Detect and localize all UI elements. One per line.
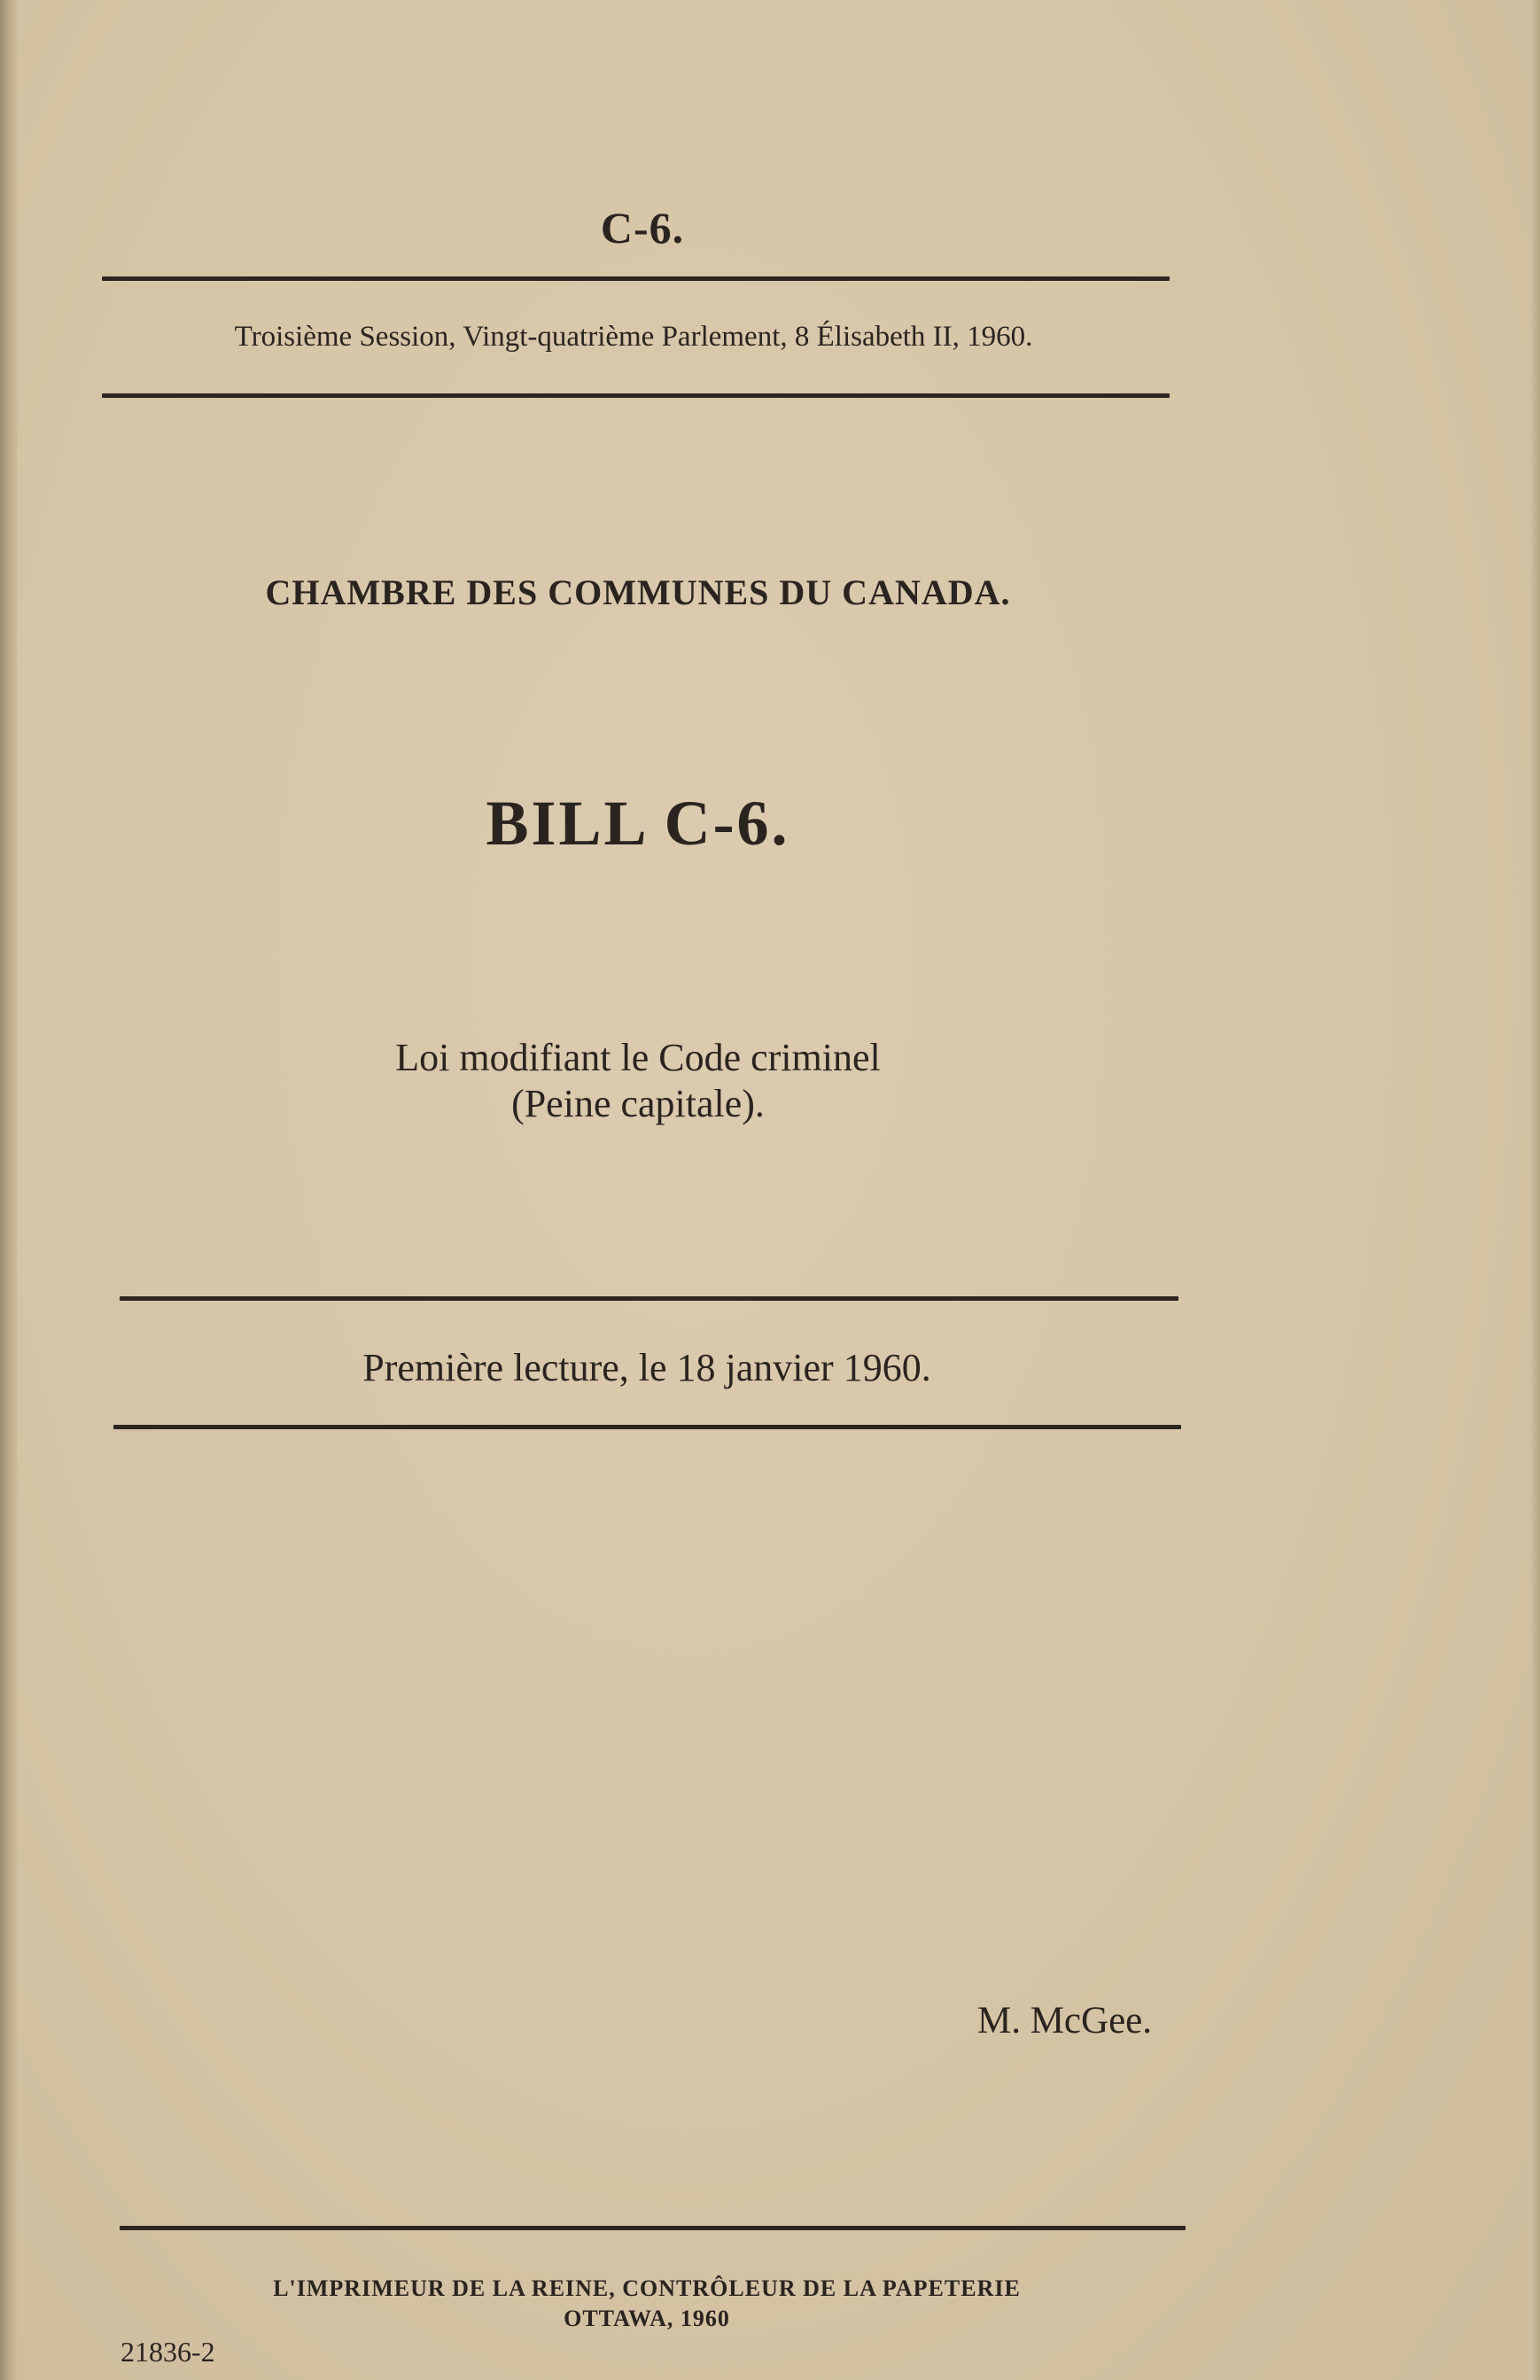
bill-sponsor: M. McGee. (976, 2000, 1152, 2042)
short-title (301, 1035, 975, 1127)
short-title-line-1: Loi modifiant le Code criminel (395, 1036, 881, 1079)
house-name: CHAMBRE DES COMMUNES DU CANADA. (265, 572, 1011, 612)
reading-bottom-rule (113, 1425, 1181, 1429)
binding-edge (0, 0, 18, 2380)
printer-imprint (159, 2274, 1134, 2334)
bill-number-header: C-6. (600, 203, 685, 253)
first-reading-date: Première lecture, le 18 janvier 1960. (362, 1346, 931, 1389)
printer-line-1: L'IMPRIMEUR DE LA REINE, CONTRÔLEUR DE LA PAPETERIE (273, 2275, 1021, 2301)
page-right-edge (1529, 0, 1540, 2380)
session-line: Troisième Session, Vingt-quatrième Parlement, 8 Élisabeth II, 1960. (234, 321, 1033, 353)
bill-title: BILL C-6. (486, 788, 790, 859)
session-rule (102, 393, 1170, 398)
printer-line-2: OTTAWA, 1960 (564, 2306, 730, 2331)
short-title-line-2: (Peine capitale). (511, 1082, 765, 1125)
reading-top-rule (120, 1296, 1178, 1301)
top-rule (102, 276, 1170, 281)
print-number: 21836-2 (121, 2336, 215, 2368)
printer-rule (120, 2226, 1186, 2230)
